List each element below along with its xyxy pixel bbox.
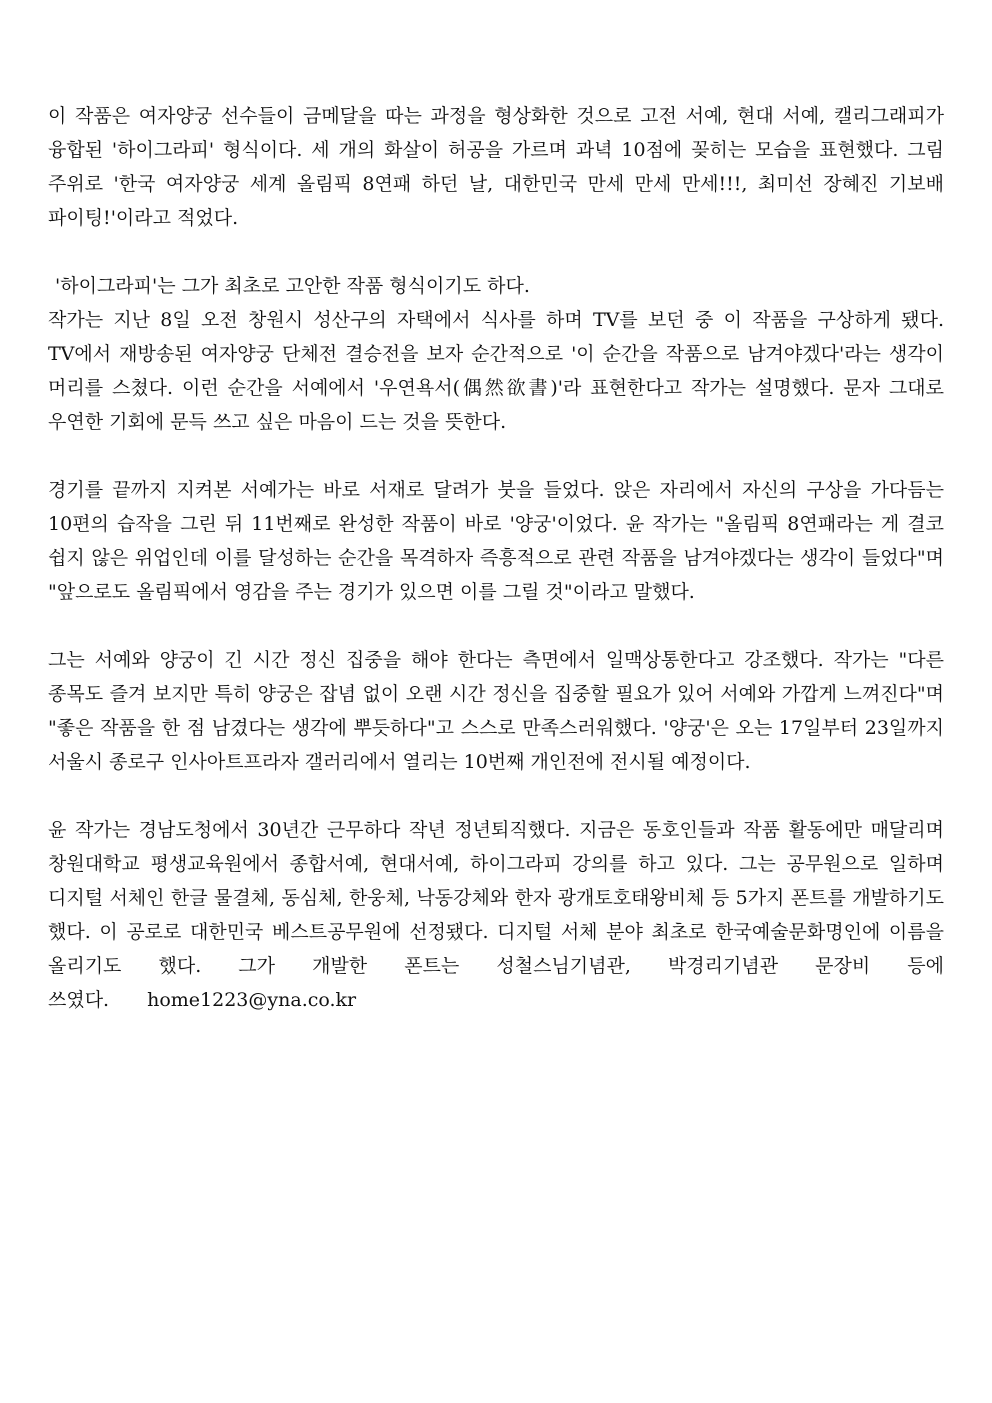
article-body [48,99,944,1051]
paragraph-artwork-description [48,99,944,235]
reporter-email: home1223@yna.co.kr [147,989,357,1011]
paragraph-text: 그는 서예와 양궁이 긴 시간 정신 집중을 해야 한다는 측면에서 일맥상통한다고 강조했다. 작가는 "다른 종목도 즐겨 보지만 특히 양궁은 잡념 없이 오랜 시간 정신을 집중할 필요가 있어 서예와 가깝게 느껴진다"며 "좋은 작품을 한 점 남겼다는 생각에 뿌듯하다"고 스스로 만족스러워했다. '양궁'은 오는 17일부터 23일까지 서울시 종로구 인사아트프라자 갤러리에서 열리는 10번째 개인전에 전시될 예정이다. [48,649,944,773]
paragraph-exhibition [48,643,944,779]
paragraph-text: 경기를 끝까지 지켜본 서예가는 바로 서재로 달려가 붓을 들었다. 앉은 자리에서 자신의 구상을 가다듬는 10편의 습작을 그린 뒤 11번째로 완성한 작품이 바로 '양궁'이었다. 윤 작가는 "올림픽 8연패라는 게 결코 쉽지 않은 위업인데 이를 달성하는 순간을 목격하자 즉흥적으로 관련 작품을 남겨야겠다는 생각이 들었다"며 "앞으로도 올림픽에서 영감을 주는 경기가 있으면 이를 그릴 것"이라고 말했다. [48,479,944,603]
paragraph-text: 이 작품은 여자양궁 선수들이 금메달을 따는 과정을 형상화한 것으로 고전 서예, 현대 서예, 캘리그래피가 융합된 '하이그라피' 형식이다. 세 개의 화살이 허공을 가르며 과녁 10점에 꽂히는 모습을 표현했다. 그림 주위로 '한국 여자양궁 세계 올림픽 8연패 하던 날, 대한민국 만세 만세 만세!!!, 최미선 장혜진 기보배 파이팅!'이라고 적었다. [48,105,944,229]
paragraph-artist-career [48,813,944,1017]
paragraph-creation-story [48,303,944,439]
paragraph-artist-quote [48,473,944,609]
paragraph-text: 작가는 지난 8일 오전 창원시 성산구의 자택에서 식사를 하며 TV를 보던 중 이 작품을 구상하게 됐다. TV에서 재방송된 여자양궁 단체전 결승전을 보자 순간적으로 '이 순간을 작품으로 남겨야겠다'라는 생각이 머리를 스쳤다. 이런 순간을 서예에서 '우연욕서(偶然欲書)'라 표현한다고 작가는 설명했다. 문자 그대로 우연한 기회에 문득 쓰고 싶은 마음이 드는 것을 뜻한다. [48,309,944,433]
paragraph-higraphy-intro [48,269,944,303]
paragraph-text: '하이그라피'는 그가 최초로 고안한 작품 형식이기도 하다. [55,275,530,297]
paragraph-text: 윤 작가는 경남도청에서 30년간 근무하다 작년 정년퇴직했다. 지금은 동호인들과 작품 활동에만 매달리며 창원대학교 평생교육원에서 종합서예, 현대서예, 하이그라피 강의를 하고 있다. 그는 공무원으로 일하며 디지털 서체인 한글 물결체, 동심체, 한웅체, 낙동강체와 한자 광개토호태왕비체 등 5가지 폰트를 개발하기도 했다. 이 공로로 대한민국 베스트공무원에 선정됐다. 디지털 서체 분야 최초로 한국예술문화명인에 이름을 올리기도 했다. 그가 개발한 폰트는 성철스님기념관, 박경리기념관 문장비 등에 쓰였다. [48,819,944,1011]
